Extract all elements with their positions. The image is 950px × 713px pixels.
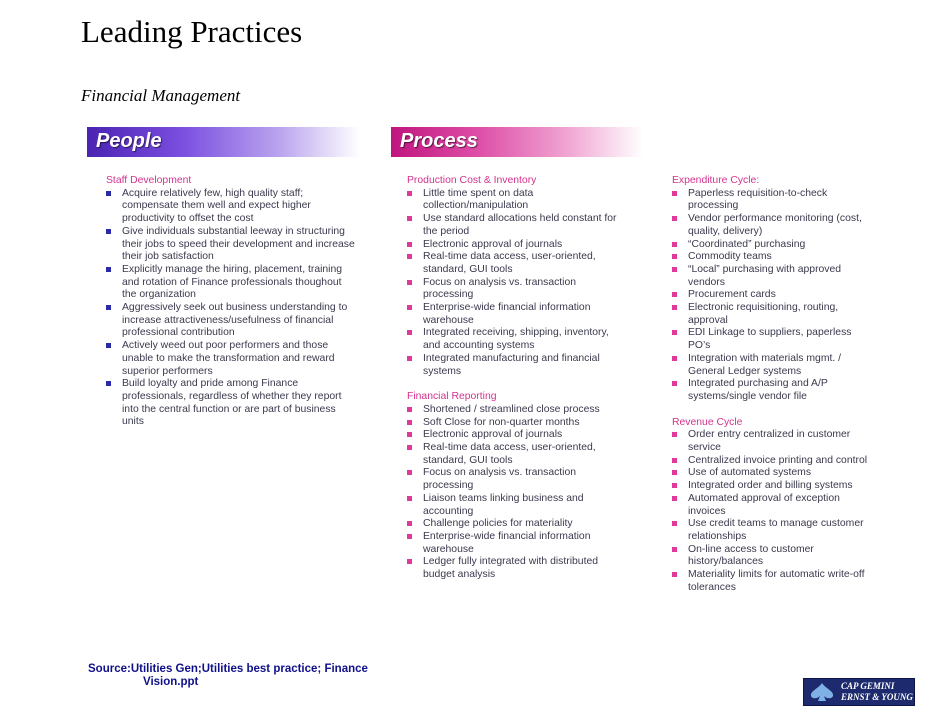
list-item-text: Explicitly manage the hiring, placement, training and rotation of Finance professionals thoughout the organization [122, 263, 343, 301]
list-item [672, 302, 872, 327]
list-item-text: Use standard allocations held constant for the period [423, 213, 617, 237]
staff-development-list [106, 188, 358, 429]
bullet-icon [672, 292, 677, 297]
list-item [106, 188, 358, 226]
bullet-icon [106, 305, 111, 310]
bullet-icon [407, 496, 412, 501]
list-item-text: Liaison teams linking business and accounting [423, 492, 584, 517]
list-item [106, 378, 358, 429]
logo-line2: ERNST & YOUNG [841, 692, 913, 702]
bullet-icon [407, 216, 412, 221]
source-note-line1: Source:Utilities Gen;Utilities best practice; Finance [88, 663, 368, 675]
list-item-text: Soft Close for non-quarter months [423, 416, 580, 428]
list-item-text: Give individuals substantial leeway in structuring their jobs to speed their development and increase their job satisfaction [122, 225, 355, 263]
bullet-icon [407, 521, 412, 526]
bullet-icon [407, 470, 412, 475]
bullet-icon [672, 521, 677, 526]
people-column [106, 175, 358, 429]
list-item [407, 251, 625, 276]
list-item [407, 429, 625, 442]
list-item-text: Vendor performance monitoring (cost, quality, delivery) [688, 213, 862, 237]
bullet-icon [407, 191, 412, 196]
bullet-icon [407, 305, 412, 310]
list-item-text: Use credit teams to manage customer relationships [688, 518, 864, 542]
list-item [407, 467, 625, 492]
list-item-text: Electronic approval of journals [423, 238, 563, 250]
bullet-icon [672, 432, 677, 437]
page-title: Leading Practices [81, 14, 303, 49]
source-note [88, 663, 388, 689]
list-item [672, 544, 872, 569]
bullet-icon [672, 458, 677, 463]
list-item-text: Order entry centralized in customer service [688, 429, 851, 454]
bullet-icon [106, 191, 111, 196]
list-item [672, 429, 872, 454]
people-banner [87, 127, 360, 157]
list-item [407, 302, 625, 327]
process-left-column [407, 175, 625, 582]
list-item-text: On-line access to customer history/balances [688, 543, 814, 568]
bullet-icon [407, 254, 412, 259]
list-item-text: EDI Linkage to suppliers, paperless PO’s [688, 327, 852, 352]
list-item [672, 493, 872, 518]
list-item-text: Commodity teams [688, 251, 772, 263]
list-item-text: Ledger fully integrated with distributed budget analysis [423, 556, 599, 581]
list-item-text: Electronic approval of journals [423, 429, 563, 441]
list-item [407, 239, 625, 252]
list-item-text: Shortened / streamlined close process [423, 403, 600, 415]
bullet-icon [407, 420, 412, 425]
bullet-icon [672, 330, 677, 335]
bullet-icon [407, 330, 412, 335]
list-item [672, 251, 872, 264]
list-item-text: Enterprise-wide financial information warehouse [423, 530, 591, 555]
bullet-icon [407, 356, 412, 361]
list-item [672, 518, 872, 543]
list-item-text: Actively weed out poor performers and those unable to make the transformation and reward superior performers [122, 340, 335, 377]
process-right-column [672, 175, 872, 595]
list-item-text: Procurement cards [688, 289, 776, 301]
list-item [407, 353, 625, 378]
list-item-text: Focus on analysis vs. transaction processing [423, 467, 577, 492]
list-item [407, 277, 625, 302]
bullet-icon [407, 534, 412, 539]
revenue-cycle-list [672, 429, 872, 594]
bullet-icon [672, 254, 677, 259]
bullet-icon [672, 547, 677, 552]
bullet-icon [407, 407, 412, 412]
list-item [672, 467, 872, 480]
list-item [106, 226, 358, 264]
bullet-icon [106, 381, 111, 386]
list-item [407, 213, 625, 238]
bullet-icon [672, 305, 677, 310]
financial-reporting-list [407, 404, 625, 582]
bullet-icon [672, 470, 677, 475]
process-banner-label: Process [400, 130, 478, 152]
list-item-text: Real-time data access, user-oriented, standard, GUI tools [423, 442, 596, 466]
list-item [106, 340, 358, 378]
bullet-icon [672, 216, 677, 221]
list-item-text: Little time spent on data collection/manipulation [423, 187, 534, 212]
bullet-icon [106, 343, 111, 348]
process-banner [391, 127, 643, 157]
list-item-text: Integrated order and billing systems [688, 480, 853, 492]
section-heading-financial-reporting: Financial Reporting [407, 391, 497, 403]
list-item-text: Integrated receiving, shipping, inventory, and accounting systems [423, 327, 609, 352]
bullet-icon [672, 356, 677, 361]
page-subtitle: Financial Management [81, 86, 241, 105]
bullet-icon [407, 432, 412, 437]
list-item-text: Use of automated systems [688, 467, 812, 479]
company-logo [803, 678, 915, 706]
list-item-text: Acquire relatively few, high quality staff; compensate them well and expect higher productivity to offset the cost [122, 187, 311, 225]
list-item-text: Integrated purchasing and A/P systems/single vendor file [688, 378, 828, 402]
list-item [672, 480, 872, 493]
list-item-text: Automated approval of exception invoices [688, 492, 840, 517]
section-heading-staff-development: Staff Development [106, 175, 192, 186]
list-item [672, 188, 872, 213]
bullet-icon [106, 267, 111, 272]
bullet-icon [407, 280, 412, 285]
list-item-text: Paperless requisition-to-check processing [688, 187, 828, 212]
bullet-icon [407, 445, 412, 450]
list-item [407, 327, 625, 352]
bullet-icon [672, 496, 677, 501]
list-item-text: Build loyalty and pride among Finance professionals, regardless of whether they report into the central function or are part of business units [122, 378, 342, 428]
logo-line1: CAP GEMINI [841, 681, 895, 691]
list-item-text: Integrated manufacturing and financial systems [423, 352, 600, 377]
list-item [106, 302, 358, 340]
list-item-text: “Local” purchasing with approved vendors [688, 263, 842, 288]
list-item [407, 442, 625, 467]
list-item-text: Enterprise-wide financial information warehouse [423, 302, 591, 326]
list-item-text: Focus on analysis vs. transaction processing [423, 276, 577, 301]
section-heading-production-cost: Production Cost & Inventory [407, 175, 537, 186]
list-item-text: Electronic requisitioning, routing, approval [688, 302, 839, 326]
list-item [407, 417, 625, 430]
list-item [672, 569, 872, 594]
list-item [407, 531, 625, 556]
list-item-text: Challenge policies for materiality [423, 518, 573, 530]
bullet-icon [672, 242, 677, 247]
source-note-line2: Vision.ppt [143, 676, 199, 688]
list-item [672, 213, 872, 238]
list-item [407, 404, 625, 417]
section-heading-revenue-cycle: Revenue Cycle [672, 416, 743, 428]
spade-icon [807, 682, 837, 702]
people-banner-label: People [96, 130, 162, 152]
section-heading-expenditure-cycle: Expenditure Cycle: [672, 175, 760, 186]
list-item-text: Integration with materials mgmt. / General Ledger systems [688, 352, 842, 377]
list-item [106, 264, 358, 302]
list-item [672, 239, 872, 252]
bullet-icon [106, 229, 111, 234]
list-item [672, 289, 872, 302]
expenditure-cycle-list [672, 188, 872, 404]
list-item [407, 556, 625, 581]
list-item [407, 518, 625, 531]
bullet-icon [672, 191, 677, 196]
list-item [672, 378, 872, 403]
list-item [672, 264, 872, 289]
list-item-text: Real-time data access, user-oriented, standard, GUI tools [423, 251, 596, 275]
bullet-icon [672, 483, 677, 488]
list-item-text: Materiality limits for automatic write-off tolerances [688, 569, 865, 593]
list-item [407, 188, 625, 213]
bullet-icon [672, 572, 677, 577]
list-item [672, 455, 872, 468]
list-item [672, 327, 872, 352]
list-item [672, 353, 872, 378]
list-item-text: Centralized invoice printing and control [688, 454, 868, 466]
bullet-icon [407, 559, 412, 564]
list-item-text: “Coordinated” purchasing [688, 238, 806, 250]
bullet-icon [672, 267, 677, 272]
list-item [407, 493, 625, 518]
production-cost-list [407, 188, 625, 379]
bullet-icon [672, 381, 677, 386]
bullet-icon [407, 242, 412, 247]
list-item-text: Aggressively seek out business understanding to increase attractiveness/usefulness of financial professional contribution [122, 302, 348, 339]
